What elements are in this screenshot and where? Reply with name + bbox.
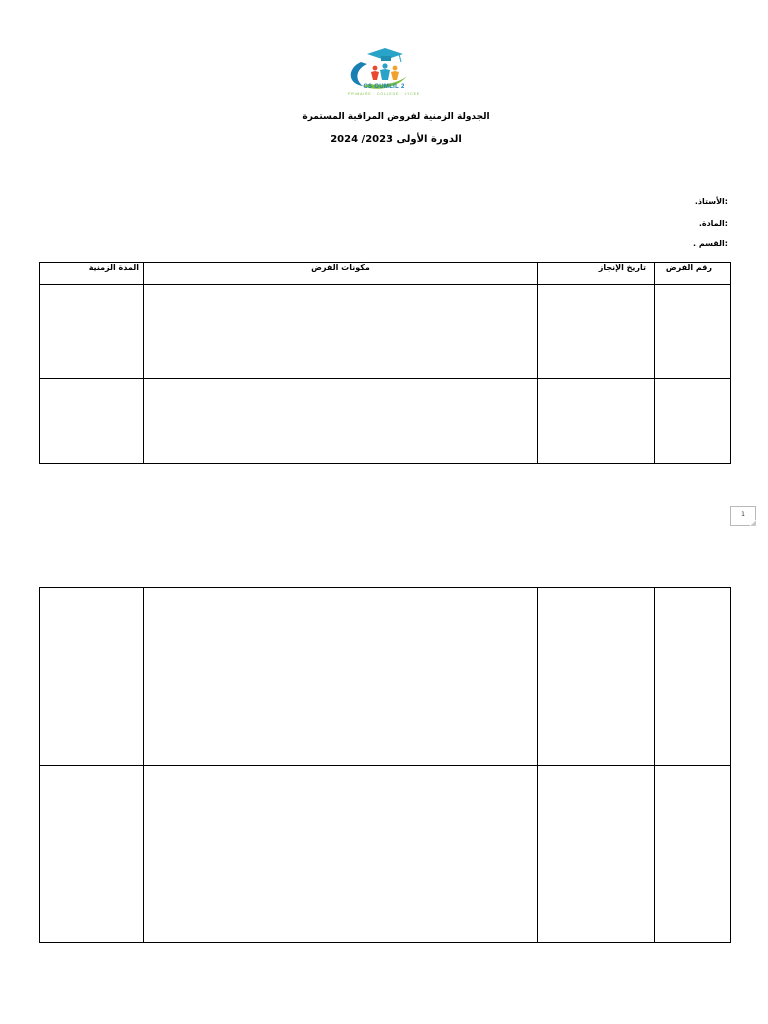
header-number: رقم الفرض xyxy=(655,263,731,285)
table-header-row xyxy=(40,263,731,285)
header-components: مكونات الفرض xyxy=(144,263,538,285)
cell-duration[interactable] xyxy=(40,285,144,379)
cell-components[interactable] xyxy=(144,766,538,943)
cell-components[interactable] xyxy=(144,588,538,766)
class-field: :القسم . xyxy=(693,239,728,248)
table-row xyxy=(40,588,731,766)
cell-number[interactable] xyxy=(655,285,731,379)
cell-components[interactable] xyxy=(144,379,538,464)
table-row xyxy=(40,285,731,379)
cell-number[interactable] xyxy=(655,588,731,766)
cell-date[interactable] xyxy=(538,285,655,379)
logo-name: CS OUMLIL 2 xyxy=(363,84,405,90)
cell-number[interactable] xyxy=(655,766,731,943)
session-title: الدورة الأولى 2023/ 2024 xyxy=(330,134,462,145)
subject-field: :المادة. xyxy=(698,219,728,228)
cell-duration[interactable] xyxy=(40,379,144,464)
schedule-table-2 xyxy=(39,587,731,943)
cell-components[interactable] xyxy=(144,285,538,379)
table-row xyxy=(40,379,731,464)
header-date: تاريخ الإنجاز xyxy=(538,263,655,285)
logo-subtitle: PRIMAIRE · COLLEGE · LYCEE xyxy=(348,92,420,96)
cell-duration[interactable] xyxy=(40,588,144,766)
cell-number[interactable] xyxy=(655,379,731,464)
schedule-table-1 xyxy=(39,262,731,464)
cell-date[interactable] xyxy=(538,588,655,766)
teacher-field: :الأستاذ. xyxy=(694,197,728,206)
table-row xyxy=(40,766,731,943)
cell-duration[interactable] xyxy=(40,766,144,943)
header-duration: المدة الزمنية xyxy=(40,263,144,285)
page-number-marker: 1 xyxy=(730,506,756,526)
cell-date[interactable] xyxy=(538,379,655,464)
cell-date[interactable] xyxy=(538,766,655,943)
page-title: الجدولة الزمنية لفروض المراقبة المستمرة xyxy=(302,112,490,122)
